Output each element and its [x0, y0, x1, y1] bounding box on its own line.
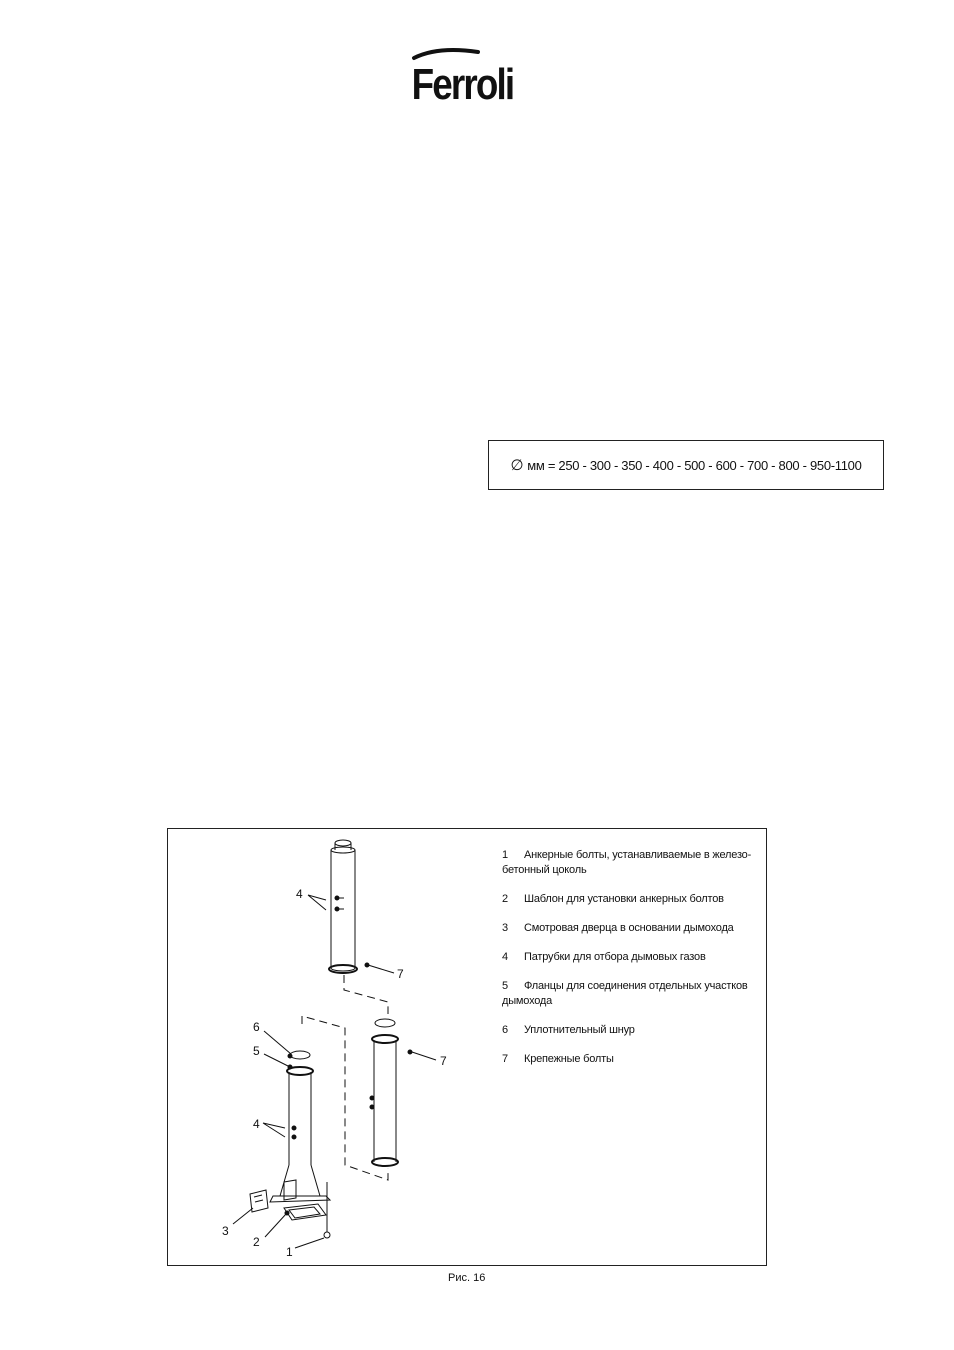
callout-7-middle: 7: [440, 1054, 447, 1068]
legend-text: Шаблон для установки анкерных болтов: [524, 893, 724, 905]
legend-item: [502, 1023, 752, 1038]
legend-item: [502, 921, 752, 936]
legend-number: 5: [502, 980, 508, 992]
legend-text: Крепежные болты: [524, 1053, 614, 1065]
legend-text: Уплотнительный шнур: [524, 1024, 635, 1036]
legend-text: Фланцы для соединения отдельных участков дымохода: [502, 980, 748, 1007]
legend-item: [502, 950, 752, 965]
figure-legend: [502, 848, 752, 1081]
diameter-symbol: ∅: [510, 457, 524, 474]
callout-2: 2: [253, 1235, 260, 1249]
callout-5: 5: [253, 1044, 260, 1058]
legend-number: 3: [502, 922, 508, 934]
legend-text: Смотровая дверца в основании дымохода: [524, 922, 734, 934]
ferroli-logo: [408, 44, 528, 104]
legend-item: [502, 892, 752, 907]
legend-item: [502, 1052, 752, 1067]
legend-number: 1: [502, 849, 508, 861]
legend-text: Анкерные болты, устанавливаемые в железо-бетонный цоколь: [502, 849, 752, 876]
legend-number: 2: [502, 893, 508, 905]
callout-7-top: 7: [397, 967, 404, 981]
legend-item: [502, 848, 752, 878]
callout-4-top: 4: [296, 887, 303, 901]
legend-text: Патрубки для отбора дымовых газов: [524, 951, 706, 963]
callout-6: 6: [253, 1020, 260, 1034]
diameter-spec-text: мм = 250 - 300 - 350 - 400 - 500 - 600 - 700 - 800 - 950-1100: [527, 457, 862, 473]
diameter-spec-box: [488, 440, 884, 490]
legend-item: [502, 979, 752, 1009]
legend-number: 7: [502, 1053, 508, 1065]
svg-text:Ferroli: Ferroli: [411, 58, 514, 104]
callout-1: 1: [286, 1245, 293, 1259]
legend-number: 4: [502, 951, 508, 963]
figure-caption: Рис. 16: [448, 1272, 486, 1284]
legend-number: 6: [502, 1024, 508, 1036]
callout-4-bottom: 4: [253, 1117, 260, 1131]
callout-3: 3: [222, 1224, 229, 1238]
